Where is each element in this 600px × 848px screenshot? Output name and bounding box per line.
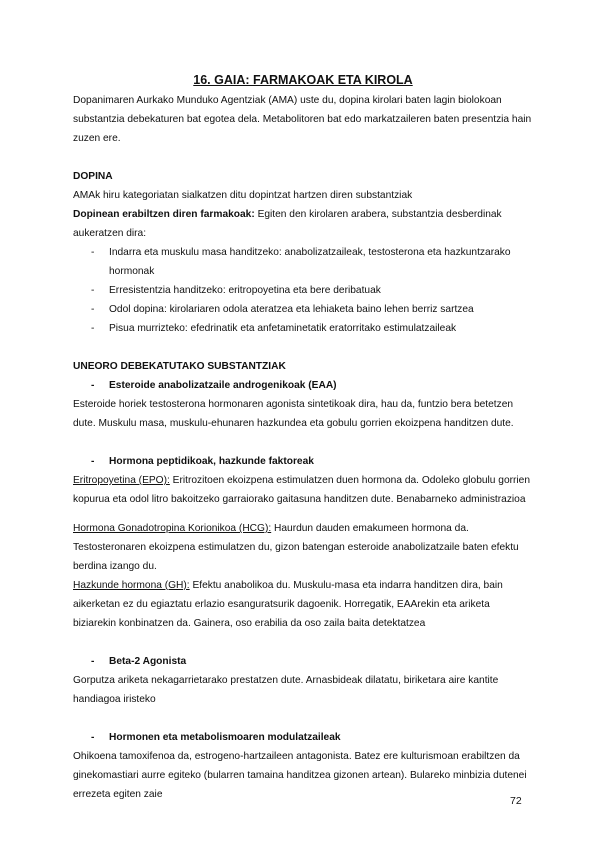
beta2-label: Beta-2 Agonista (109, 656, 187, 667)
dash-marker: - (91, 285, 95, 296)
hormonen-subheading (73, 728, 533, 747)
hcg-label: Hormona Gonadotropina Korionikoa (HCG): (73, 523, 272, 534)
peptidikoak-subheading (73, 452, 533, 471)
gh-label: Hazkunde hormona (GH): (73, 580, 190, 591)
dopina-heading: DOPINA (73, 171, 113, 182)
hcg-text: Haurdun dauden emakumeen hormona da. Testosteronaren ekoizpena estimulatzen du, gizon batengan esteroide anabolizatzaile baten efektu berdina izango du. (73, 523, 519, 572)
peptidikoak-subheading-list (73, 452, 533, 471)
page-number: 72 (510, 795, 522, 807)
dopina-line2-rest: Egiten den kirolaren arabera, substantzia desberdinak aukeratzen dira: (73, 209, 502, 239)
list-item (73, 319, 533, 338)
hormonen-subheading-list (73, 728, 533, 747)
epo-label: Eritropoyetina (EPO): (73, 475, 170, 486)
list-item-text: Pisua murrizteko: efedrinatik eta anfetaminetatik eratorritako estimulatzaileak (109, 323, 457, 334)
dopina-line2 (73, 205, 533, 243)
dash-marker: - (91, 247, 95, 258)
dash-marker: - (91, 656, 95, 667)
list-item-text: Indarra eta muskulu masa handitzeko: anabolizatzaileak, testosterona eta hazkuntzarako hormonak (109, 247, 511, 277)
dash-marker: - (91, 380, 95, 391)
epo-paragraph (73, 471, 533, 509)
dash-marker: - (91, 456, 95, 467)
beta2-subheading-list (73, 652, 533, 671)
list-item-text: Odol dopina: kirolariaren odola ateratzea eta lehiaketa baino lehen berriz sartzea (109, 304, 474, 315)
list-item (73, 243, 533, 281)
document-page (73, 72, 533, 804)
eaa-paragraph: Esteroide horiek testosterona hormonaren agonista sintetikoak dira, hau da, funtzio bera betetzen dute. Muskulu masa, muskulu-ehunaren hazkundea eta gobulu gorrien ekoizpena handitzen dute. (73, 399, 514, 429)
dash-marker: - (91, 323, 95, 334)
dopina-line2-bold: Dopinean erabiltzen diren farmakoak: (73, 209, 255, 220)
eaa-subheading-list (73, 376, 533, 395)
uneoro-heading: UNEORO DEBEKATUTAKO SUBSTANTZIAK (73, 361, 286, 372)
list-item (73, 300, 533, 319)
dash-marker: - (91, 304, 95, 315)
eaa-label: Esteroide anabolizatzaile androgenikoak (EAA) (109, 380, 337, 391)
list-item-text: Erresistentzia handitzeko: eritropoyetina eta bere deribatuak (109, 285, 381, 296)
hormonen-label: Hormonen eta metabolismoaren modulatzaileak (109, 732, 341, 743)
page-title: 16. GAIA: FARMAKOAK ETA KIROLA (193, 73, 413, 87)
hormonen-paragraph: Ohikoena tamoxifenoa da, estrogeno-hartzaileen antagonista. Batez ere kulturismoan erabiltzen da ginekomastiari aurre egiteko (bularren tamaina handitzea gizonen artean). Bulareko minbizia dutenei errezeta egiten zaie (73, 751, 527, 800)
eaa-subheading (73, 376, 533, 395)
intro-paragraph: Dopanimaren Aurkako Munduko Agentziak (AMA) uste du, dopina kirolari baten lagin biolokoan substantzia debekaturen bat egotea dela. Metabolitoren bat edo markatzaileren baten presentzia hain zuzen ere. (73, 95, 532, 144)
hcg-paragraph (73, 519, 533, 576)
dash-marker: - (91, 732, 95, 743)
dopina-list (73, 243, 533, 338)
peptidikoak-label: Hormona peptidikoak, hazkunde faktoreak (109, 456, 314, 467)
list-item (73, 281, 533, 300)
epo-text: Eritrozitoen ekoizpena estimulatzen duen hormona da. Odoleko globulu gorrien kopurua eta odol litro bakoitzeko garraiorako gaitasuna handitzen dute. Benabarneko administrazioa (73, 475, 531, 505)
beta2-subheading (73, 652, 533, 671)
dopina-line1: AMAk hiru kategoriatan sialkatzen ditu dopintzat hartzen diren substantziak (73, 190, 413, 201)
gh-text: Efektu anabolikoa du. Muskulu-masa eta indarra handitzen dira, bain aikerketan ez du egiaztatu erlazio esanguratsurik dagoenik. Horregatik, EAArekin eta ariketa biziarekin konbinatzen da. Gainera, oso erabilia da oso zaila baita detektatzea (73, 580, 503, 629)
beta2-paragraph: Gorputza ariketa nekagarrietarako prestatzen dute. Arnasbideak dilatatu, biriketara aire kantite handiagoa iristeko (73, 675, 499, 705)
gh-paragraph (73, 576, 533, 633)
